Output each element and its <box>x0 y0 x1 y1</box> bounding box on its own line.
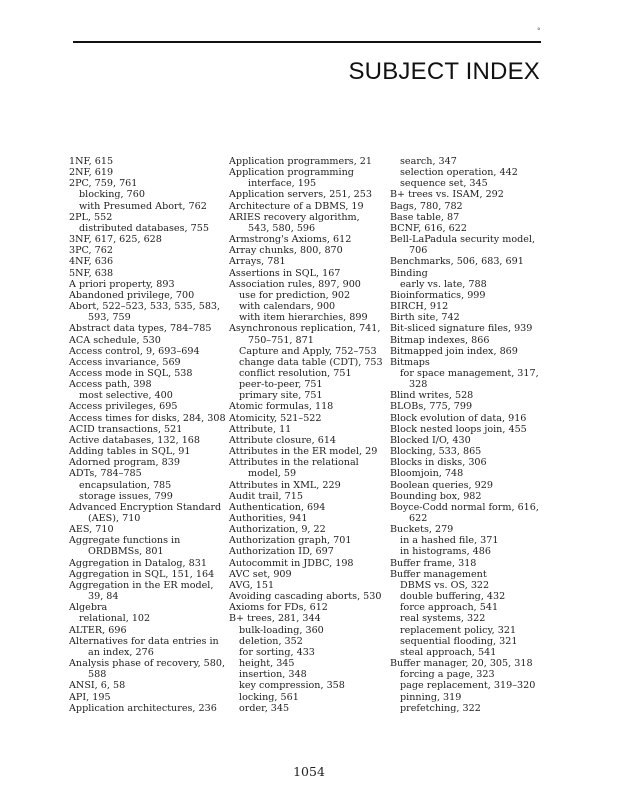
index-entry: Advanced Encryption Standard <box>69 501 222 513</box>
index-entry: Alternatives for data entries in <box>69 635 219 647</box>
index-entry: Blocking, 533, 865 <box>390 446 482 458</box>
index-entry: 1NF, 615 <box>69 156 114 167</box>
index-subentry: Capture and Apply, 752–753 <box>239 345 377 357</box>
index-entry: Aggregation in SQL, 151, 164 <box>69 568 215 580</box>
index-entry: Bell-LaPadula security model, <box>390 234 536 246</box>
index-entry: Asynchronous replication, 741, <box>229 323 381 335</box>
index-subentry: in a hashed file, 371 <box>400 535 499 547</box>
index-subentry: double buffering, 432 <box>400 591 506 603</box>
index-subentry: for space management, 317, <box>400 367 539 379</box>
index-subentry: height, 345 <box>239 658 295 670</box>
index-entry: BIRCH, 912 <box>390 301 449 313</box>
index-entry: 4NF, 636 <box>69 256 114 268</box>
index-entry: Adding tables in SQL, 91 <box>69 446 191 458</box>
index-entry: Atomic formulas, 118 <box>229 401 334 413</box>
index-entry: Authorization, 9, 22 <box>229 524 326 536</box>
index-subentry: 543, 580, 596 <box>248 222 316 234</box>
index-entry: Base table, 87 <box>390 211 460 223</box>
index-entry: Bit-sliced signature files, 939 <box>390 323 533 335</box>
index-entry: B+ trees vs. ISAM, 292 <box>390 189 504 201</box>
index-entry: Access invariance, 569 <box>69 356 181 368</box>
index-entry: Association rules, 897, 900 <box>229 278 361 290</box>
index-subentry: steal approach, 541 <box>400 646 497 658</box>
index-entry: A priori property, 893 <box>69 278 175 290</box>
index-entry: Access mode in SQL, 538 <box>69 367 193 379</box>
index-entry: Benchmarks, 506, 683, 691 <box>390 256 524 268</box>
index-entry: Birth site, 742 <box>390 312 460 324</box>
index-subentry: interface, 195 <box>248 178 317 190</box>
index-subentry: 750–751, 871 <box>248 334 314 346</box>
index-entry: Array chunks, 800, 870 <box>229 245 343 257</box>
index-entry: ANSI, 6, 58 <box>69 680 126 692</box>
index-entry: Assertions in SQL, 167 <box>229 267 341 279</box>
index-entry: API, 195 <box>69 691 111 703</box>
index-entry: BCNF, 616, 622 <box>390 222 467 234</box>
index-entry: Blocked I/O, 430 <box>390 434 471 446</box>
index-entry: Abort, 522–523, 533, 535, 583, <box>69 301 221 313</box>
index-entry: Access times for disks, 284, 308 <box>69 412 226 424</box>
index-entry: Authorization ID, 697 <box>229 546 334 558</box>
index-column-3 <box>390 156 539 714</box>
index-entry: Buffer frame, 318 <box>390 557 477 569</box>
index-subentry: pinning, 319 <box>400 691 462 703</box>
index-subentry: with item hierarchies, 899 <box>239 312 368 324</box>
index-entry: Access privileges, 695 <box>69 401 178 413</box>
index-subentry: 588 <box>88 669 107 681</box>
index-entry: Boolean queries, 929 <box>390 479 493 491</box>
index-subentry: (AES), 710 <box>88 513 141 524</box>
index-subentry: force approach, 541 <box>400 602 499 614</box>
index-subentry: for sorting, 433 <box>239 646 315 658</box>
index-subentry: encapsulation, 785 <box>79 479 172 491</box>
index-subentry: key compression, 358 <box>239 680 345 692</box>
index-entry: Algebra <box>69 602 108 614</box>
index-subentry: insertion, 348 <box>239 669 307 681</box>
index-subentry: most selective, 400 <box>79 390 173 402</box>
index-entry: Atomicity, 521–522 <box>229 412 322 424</box>
index-entry: Armstrong's Axioms, 612 <box>229 234 352 246</box>
index-entry: ALTER, 696 <box>69 624 127 636</box>
index-entry: Axioms for FDs, 612 <box>229 602 328 614</box>
index-entry: ARIES recovery algorithm, <box>229 211 360 223</box>
index-subentry: 622 <box>409 513 428 524</box>
index-subentry: order, 345 <box>239 702 290 714</box>
index-entry: Blind writes, 528 <box>390 390 474 402</box>
index-entry: Active databases, 132, 168 <box>69 434 201 446</box>
index-entry: Autocommit in JDBC, 198 <box>229 557 354 569</box>
index-entry: Buffer management <box>390 568 487 580</box>
index-entry: Analysis phase of recovery, 580, <box>69 658 226 670</box>
index-entry: ACA schedule, 530 <box>69 334 161 346</box>
index-entry: Authentication, 694 <box>229 501 326 513</box>
index-subentry: sequential flooding, 321 <box>400 635 518 647</box>
index-entry: Application programmers, 21 <box>229 156 373 167</box>
index-entry: Access path, 398 <box>69 379 152 391</box>
index-subentry: replacement policy, 321 <box>400 624 517 636</box>
index-entry: Bags, 780, 782 <box>390 200 463 212</box>
index-entry: Application programming <box>229 167 354 179</box>
index-subentry: 706 <box>409 245 428 257</box>
index-entry: 2PC, 759, 761 <box>69 178 138 190</box>
index-subentry: sequence set, 345 <box>400 178 488 190</box>
index-subentry: primary site, 751 <box>239 390 323 402</box>
index-subentry: forcing a page, 323 <box>400 669 495 681</box>
index-subentry: with Presumed Abort, 762 <box>79 200 207 212</box>
page-number: 1054 <box>293 764 325 779</box>
index-entry: AES, 710 <box>69 524 114 536</box>
index-entry: Bioinformatics, 999 <box>390 289 486 301</box>
index-entry: Application servers, 251, 253 <box>229 189 372 201</box>
index-entry: Abandoned privilege, 700 <box>69 289 195 301</box>
index-column-2 <box>229 156 383 714</box>
index-entry: Block evolution of data, 916 <box>390 412 527 424</box>
index-subentry: 328 <box>409 379 428 391</box>
index-subentry: page replacement, 319–320 <box>400 680 536 692</box>
index-entry: Boyce-Codd normal form, 616, <box>390 501 539 513</box>
index-entry: Aggregation in Datalog, 831 <box>69 557 207 569</box>
index-entry: B+ trees, 281, 344 <box>229 613 321 625</box>
index-subentry: distributed databases, 755 <box>79 222 209 234</box>
index-subentry: storage issues, 799 <box>79 490 173 502</box>
index-entry: Architecture of a DBMS, 19 <box>229 200 364 212</box>
index-subentry: blocking, 760 <box>79 189 145 201</box>
index-entry: Attribute closure, 614 <box>229 434 337 446</box>
page-title: SUBJECT INDEX <box>348 58 540 85</box>
index-entry: ACID transactions, 521 <box>69 423 183 435</box>
index-entry: 5NF, 638 <box>69 267 114 279</box>
index-subentry: 39, 84 <box>88 591 119 603</box>
index-entry: ADTs, 784–785 <box>69 468 142 480</box>
index-entry: AVC set, 909 <box>229 568 292 580</box>
index-entry: Aggregation in the ER model, <box>69 579 214 591</box>
index-entry: Attributes in the relational <box>229 457 359 469</box>
index-entry: Buckets, 279 <box>390 524 454 536</box>
index-entry: BLOBs, 775, 799 <box>390 401 473 413</box>
index-subentry: real systems, 322 <box>400 613 486 625</box>
index-subentry: model, 59 <box>248 468 297 480</box>
index-entry: 2PL, 552 <box>69 211 113 223</box>
index-subentry: locking, 561 <box>239 691 299 703</box>
index-entry: Attribute, 11 <box>229 423 292 435</box>
index-entry: Arrays, 781 <box>229 256 286 268</box>
index-subentry: relational, 102 <box>79 613 151 625</box>
index-entry: 3NF, 617, 625, 628 <box>69 234 162 246</box>
index-subentry: DBMS vs. OS, 322 <box>400 579 490 591</box>
index-entry: Buffer manager, 20, 305, 318 <box>390 658 533 670</box>
index-entry: Audit trail, 715 <box>229 490 303 502</box>
index-subentry: in histograms, 486 <box>400 546 491 558</box>
index-entry: Authorization graph, 701 <box>229 535 352 547</box>
index-entry: Avoiding cascading aborts, 530 <box>229 591 382 603</box>
index-subentry: bulk-loading, 360 <box>239 624 324 636</box>
index-subentry: peer-to-peer, 751 <box>239 379 323 391</box>
index-entry: Authorities, 941 <box>229 513 308 524</box>
index-entry: 3PC, 762 <box>69 245 113 257</box>
corner-mark: ° <box>537 27 541 35</box>
index-subentry: use for prediction, 902 <box>239 289 351 301</box>
index-entry: Block nested loops join, 455 <box>390 423 527 435</box>
index-entry: Bloomjoin, 748 <box>390 468 464 480</box>
index-subentry: an index, 276 <box>88 646 154 658</box>
index-subentry: search, 347 <box>400 156 457 167</box>
index-entry: Attributes in the ER model, 29 <box>229 446 378 458</box>
index-entry: Adorned program, 839 <box>69 457 180 469</box>
index-entry: Bounding box, 982 <box>390 490 482 502</box>
index-entry: Access control, 9, 693–694 <box>69 345 200 357</box>
index-subentry: 593, 759 <box>88 312 131 324</box>
index-entry: Bitmapped join index, 869 <box>390 345 518 357</box>
index-subentry: early vs. late, 788 <box>400 278 487 290</box>
index-entry: Application architectures, 236 <box>69 702 217 714</box>
header-rule <box>73 41 541 43</box>
index-entry: AVG, 151 <box>229 579 275 591</box>
index-subentry: deletion, 352 <box>239 635 303 647</box>
index-entry: 2NF, 619 <box>69 167 114 179</box>
index-entry: Bitmap indexes, 866 <box>390 334 490 346</box>
index-subentry: selection operation, 442 <box>400 167 518 179</box>
index-entry: Attributes in XML, 229 <box>229 479 341 491</box>
index-entry: Bitmaps <box>390 356 430 368</box>
index-subentry: conflict resolution, 751 <box>239 367 352 379</box>
index-subentry: ORDBMSs, 801 <box>88 546 164 558</box>
index-entry: Abstract data types, 784–785 <box>69 323 212 335</box>
index-column-1 <box>69 156 226 714</box>
index-subentry: with calendars, 900 <box>239 301 336 313</box>
index-subentry: prefetching, 322 <box>400 702 481 714</box>
index-entry: Binding <box>390 267 428 279</box>
index-subentry: change data table (CDT), 753 <box>239 356 383 368</box>
index-entry: Blocks in disks, 306 <box>390 457 487 469</box>
index-entry: Aggregate functions in <box>69 535 181 547</box>
